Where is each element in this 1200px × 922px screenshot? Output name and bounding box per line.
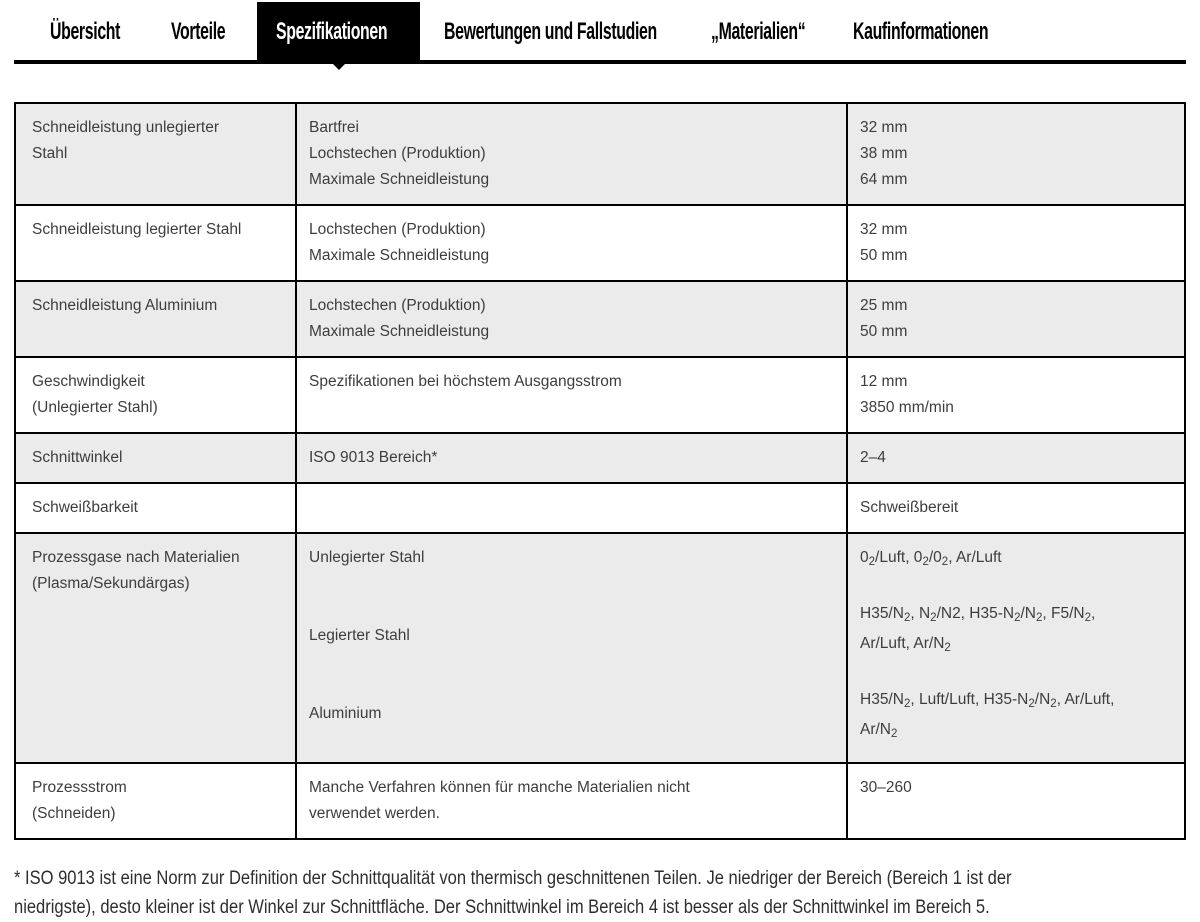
spec-category-cell (16, 104, 295, 204)
spec-value-cell (846, 534, 1184, 762)
footnote (14, 864, 1186, 922)
spec-category-line: Schneidleistung Aluminium (32, 297, 218, 314)
tab-materialien[interactable] (711, 0, 811, 64)
table-row (16, 532, 1184, 762)
gas-line: $0_2$/Luft, $0_2/0_2$, Ar/Luft (860, 549, 1002, 568)
spec-detail-line: Lochstechen (Produktion) (309, 145, 486, 162)
tab-spezifikationen[interactable] (257, 2, 420, 61)
spec-category-cell (16, 358, 295, 432)
spec-value-line: 32 mm (860, 221, 908, 238)
spec-detail-line: Maximale Schneidleistung (309, 171, 490, 188)
spec-category-line: (Plasma/Sekundärgas) (32, 575, 190, 592)
spec-value-cell (846, 358, 1184, 432)
spec-detail-cell (295, 534, 846, 762)
spec-value-cell (846, 484, 1184, 532)
spec-detail-cell (295, 104, 846, 204)
spec-detail-line: Bartfrei (309, 119, 359, 136)
tab-label: Vorteile (171, 18, 226, 45)
spec-value-line: 2–4 (860, 449, 886, 466)
spec-detail-line: Lochstechen (Produktion) (309, 297, 486, 314)
tab-label: Übersicht (50, 18, 121, 45)
footnote-line: niedrigste), desto kleiner ist der Winkel zur Schnittfläche. Der Schnittwinkel im Bereich 4 ist besser als der Schnittwinkel im Bereich 5. (14, 897, 990, 918)
spec-category-line: Stahl (32, 145, 68, 162)
spec-value-line: 50 mm (860, 323, 908, 340)
spec-category-line: Geschwindigkeit (32, 373, 145, 390)
gas-line: $H35/N_2$, Luft/Luft, $H35-N_2/N_2$, Ar/Luft, (860, 691, 1115, 710)
tab-uebersicht[interactable] (50, 0, 129, 64)
tab-label: Kaufinformationen (853, 18, 989, 45)
tab-kaufinformationen[interactable] (853, 0, 989, 64)
gas-group (860, 687, 1172, 747)
spec-category-cell (16, 434, 295, 482)
spec-value-line: 32 mm (860, 119, 908, 136)
spec-detail-line: Spezifikationen bei höchstem Ausgangsstrom (309, 373, 622, 390)
gas-group (860, 601, 1172, 661)
spec-detail-cell (295, 764, 846, 838)
spec-category-line: (Unlegierter Stahl) (32, 399, 158, 416)
spec-category-line: Prozessgase nach Materialien (32, 549, 240, 566)
spec-value-line: 12 mm (860, 373, 908, 390)
tab-label: Spezifikationen (276, 17, 388, 45)
table-row (16, 762, 1184, 838)
spec-category-cell (16, 534, 295, 762)
footnote-line: * ISO 9013 ist eine Norm zur Definition der Schnittqualität von thermisch geschnittenen Teilen. Je niedriger der Bereich (Bereich 1 ist der (14, 868, 1012, 889)
spec-detail-line: Maximale Schneidleistung (309, 247, 490, 264)
spec-value-line: 64 mm (860, 171, 908, 188)
gas-line: $Ar/N_2$ (860, 721, 898, 740)
tab-vorteile[interactable] (171, 0, 233, 64)
gas-line: $H35/N_2$, $N_2/N2$, $H35-N_2/N_2$, $F5/N_2$, (860, 605, 1096, 624)
tab-bewertungen-und-fallstudien[interactable] (444, 0, 669, 64)
gas-group (860, 545, 1172, 575)
spec-value-line: 50 mm (860, 247, 908, 264)
spec-value-line: 38 mm (860, 145, 908, 162)
spec-value-cell (846, 104, 1184, 204)
spec-detail-cell (295, 434, 846, 482)
table-row (16, 356, 1184, 432)
spec-value-line: 25 mm (860, 297, 908, 314)
spec-detail-cell (295, 484, 846, 532)
table-row (16, 204, 1184, 280)
table-row (16, 104, 1184, 204)
gas-line: Ar/Luft, $Ar/N_2$ (860, 635, 951, 654)
spec-detail-line: ISO 9013 Bereich* (309, 449, 438, 466)
spec-value-line: Schweißbereit (860, 499, 959, 516)
spec-detail-line: Lochstechen (Produktion) (309, 221, 486, 238)
material-label: Legierter Stahl (309, 627, 410, 644)
tab-label: „Materialien“ (711, 18, 806, 45)
table-row (16, 482, 1184, 532)
tab-label: Bewertungen und Fallstudien (444, 18, 657, 45)
spec-category-cell (16, 206, 295, 280)
spec-value-cell (846, 764, 1184, 838)
spec-value-cell (846, 206, 1184, 280)
spec-category-line: Schnittwinkel (32, 449, 123, 466)
spec-category-line: Schneidleistung legierter Stahl (32, 221, 242, 238)
table-row (16, 280, 1184, 356)
material-label: Aluminium (309, 705, 382, 722)
spec-category-line: Schneidleistung unlegierter (32, 119, 219, 136)
spec-detail-line: Maximale Schneidleistung (309, 323, 490, 340)
spec-category-cell (16, 764, 295, 838)
table-row (16, 432, 1184, 482)
spec-detail-line: verwendet werden. (309, 805, 440, 822)
spec-detail-cell (295, 282, 846, 356)
spec-value-line: 3850 mm/min (860, 399, 954, 416)
spec-category-line: (Schneiden) (32, 805, 116, 822)
spec-category-cell (16, 484, 295, 532)
spec-table (14, 102, 1186, 840)
spec-detail-line: Manche Verfahren können für manche Materialien nicht (309, 779, 690, 796)
spec-value-cell (846, 434, 1184, 482)
material-label: Unlegierter Stahl (309, 549, 425, 566)
spec-value-cell (846, 282, 1184, 356)
tab-bar (14, 0, 1186, 64)
spec-category-line: Prozessstrom (32, 779, 127, 796)
spec-category-cell (16, 282, 295, 356)
spec-category-line: Schweißbarkeit (32, 499, 138, 516)
spec-detail-cell (295, 358, 846, 432)
spec-detail-cell (295, 206, 846, 280)
spec-value-line: 30–260 (860, 779, 912, 796)
